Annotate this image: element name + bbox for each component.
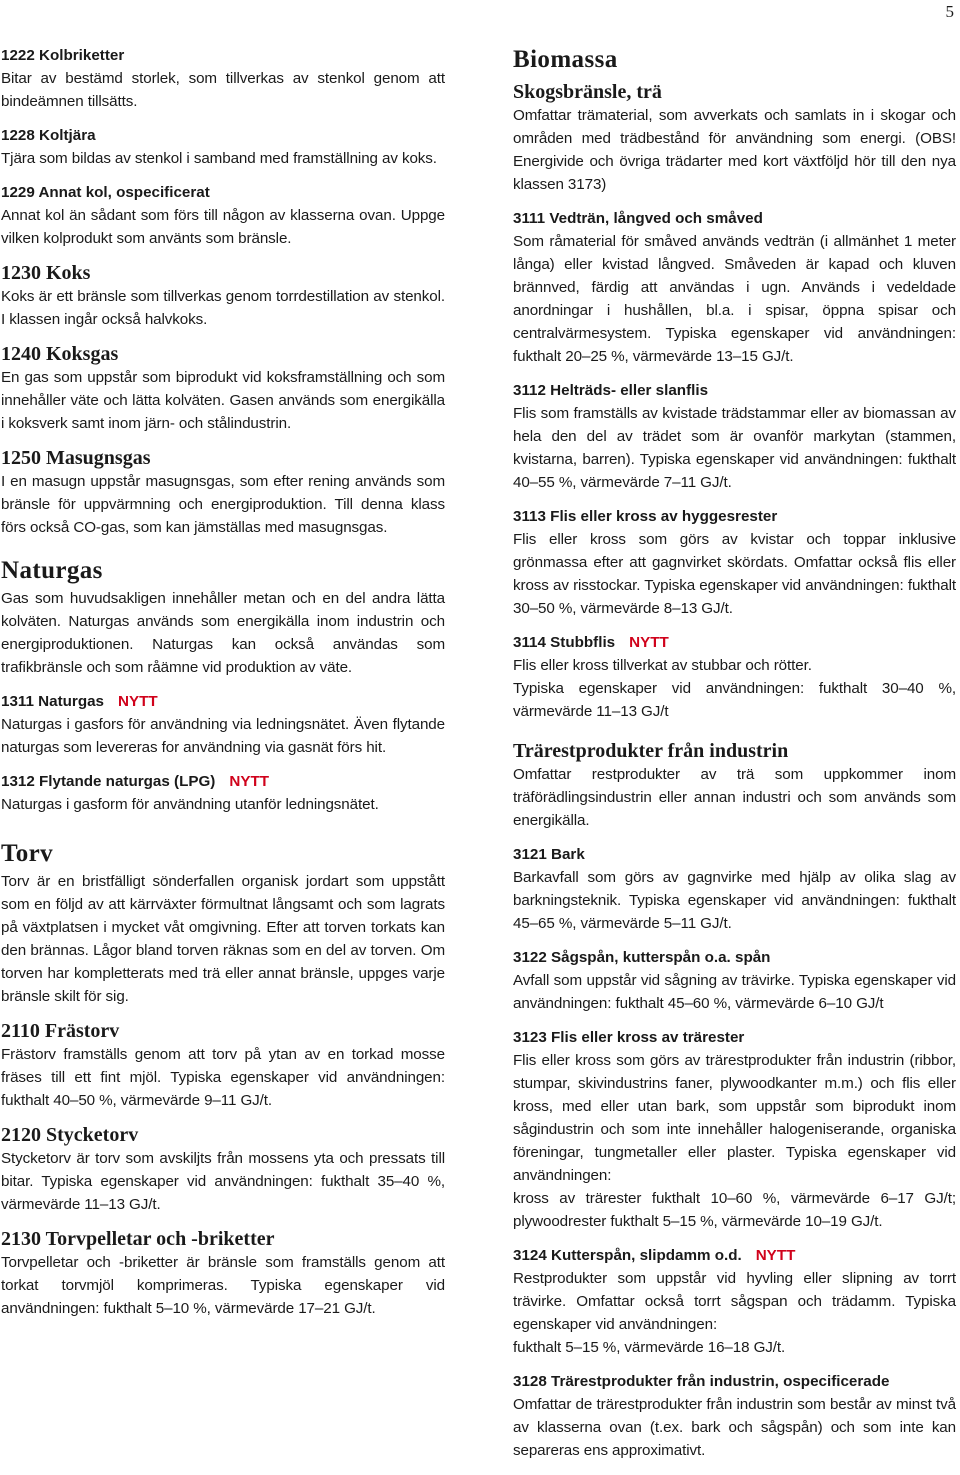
text-2110: Frästorv framställs genom att torv på ytan av en torkad mosse fräses till ett fint mjöl. Typiska egenskaper vid användningen: fukthalt 40–50 %, värmevärde 9–11 GJ/t. xyxy=(1,1046,445,1109)
heading-3124 xyxy=(513,1244,956,1267)
heading-1312-label: 1312 Flytande naturgas (LPG) xyxy=(1,773,216,790)
heading-3111: 3111 Vedträn, långved och småved xyxy=(513,210,763,227)
heading-1312 xyxy=(1,770,445,793)
left-column xyxy=(1,44,445,1320)
heading-3122: 3122 Sågspån, kutterspån o.a. spån xyxy=(513,949,771,966)
text-3122: Avfall som uppstår vid sågning av trävirke. Typiska egenskaper vid användningen: fukthalt 45–60 %, värmevärde 6–10 GJ/t xyxy=(513,972,956,1012)
text-2130: Torvpelletar och -briketter är bränsle som framställs genom att torkat torvmjöl komprimeras. Typiska egenskaper vid användningen: fukthalt 5–10 %, värmevärde 17–21 GJ/t. xyxy=(1,1254,445,1317)
text-3124-b: fukthalt 5–15 %, värmevärde 16–18 GJ/t. xyxy=(513,1339,786,1356)
nytt-badge: NYTT xyxy=(755,1247,796,1264)
text-1311: Naturgas i gasfors för användning via ledningsnätet. Även flytande naturgas som levereras for användning via gasnät förs hit. xyxy=(1,716,445,756)
text-1229: Annat kol än sådant som förs till någon av klasserna ovan. Uppge vilken kolprodukt som använts som bränsle. xyxy=(1,207,445,247)
text-torv: Torv är en bristfälligt sönderfallen organisk jordart som uppstått som en följd av att kärrväxter förmultnat långsamt och som lagrats på växtplatsen i mycket våt omgivning. Efter att torven torkats kan den brännas. Lågor bland torven räknas som en del av torven. Om torven har kompletterats med trä eller annat bränsle, uppges varje bränsle skilt för sig. xyxy=(1,873,445,1005)
text-3124-a: Restprodukter som uppstår vid hyvling eller slipning av torrt trävirke. Omfattar också torrt sågspan och trädamm. Typiska egenskaper vid användningen: xyxy=(513,1270,956,1333)
text-3123-a: Flis eller kross som görs av trärestprodukter från industrin (ribbor, stumpar, skivindustrins faner, plywoodkanter m.m.) och flis eller kross, med eller utan bark, som uppstår som biprodukt inom sågindustrin och som inte innehåller halogeniserande, organiska föreningar, tungmetaller eller plaster. Typiska egenskaper vid användningen: xyxy=(513,1052,956,1184)
text-3113: Flis eller kross som görs av kvistar och toppar inklusive grönmassa efter att gagnvirket skördats. Omfattar också flis eller kross av risstockar. Typiska egenskaper vid användningen: fukthalt 30–50 %, värmevärde 8–13 GJ/t. xyxy=(513,531,956,617)
heading-torv: Torv xyxy=(1,840,54,867)
heading-2120: 2120 Stycketorv xyxy=(1,1124,139,1146)
page-number: 5 xyxy=(945,2,954,21)
heading-3114-label: 3114 Stubbflis xyxy=(513,634,616,651)
text-3128: Omfattar de trärestprodukter från industrin som består av minst två av klasserna ovan (t.ex. bark och sågspån) och som inte kan separeras ens approximativt. xyxy=(513,1396,956,1459)
right-column xyxy=(513,44,956,1462)
nytt-badge: NYTT xyxy=(229,773,270,790)
text-trarestprodukter: Omfattar restprodukter av trä som uppkommer inom träförädlingsindustrin eller annan industri och som används som energikälla. xyxy=(513,766,956,829)
nytt-badge: NYTT xyxy=(118,693,158,710)
text-3114-a: Flis eller kross tillverkat av stubbar och rötter. xyxy=(513,657,812,674)
heading-skogsbransle: Skogsbränsle, trä xyxy=(513,81,662,103)
text-1240: En gas som uppstår som biprodukt vid koksframställning och som innehåller väte och lätta kolväten. Gasen används som energikälla i koksverk samt inom järn- och stålindustrin. xyxy=(1,369,445,432)
heading-1250: 1250 Masugnsgas xyxy=(1,447,151,469)
heading-1311-label: 1311 Naturgas xyxy=(1,693,104,710)
text-2120: Stycketorv är torv som avskiljts från mossens yta och pressats till bitar. Typiska egenskaper vid användningen: fukthalt 35–40 %, värmevärde 11–13 GJ/t. xyxy=(1,1150,445,1213)
heading-1222: 1222 Kolbriketter xyxy=(1,47,125,64)
heading-3113: 3113 Flis eller kross av hyggesrester xyxy=(513,508,778,525)
text-1228: Tjära som bildas av stenkol i samband med framställning av koks. xyxy=(1,150,437,167)
heading-1240: 1240 Koksgas xyxy=(1,343,119,365)
heading-2130: 2130 Torvpelletar och -briketter xyxy=(1,1228,275,1250)
heading-3128: 3128 Trärestprodukter från industrin, ospecificerade xyxy=(513,1373,890,1390)
text-1250: I en masugn uppstår masugnsgas, som efter rening används som bränsle för uppvärmning och energiproduktion. Till denna klass förs också CO-gas, som kan jämställas med masugnsgas. xyxy=(1,473,445,536)
text-naturgas: Gas som huvudsakligen innehåller metan och en del andra lätta kolväten. Naturgas används som energikälla inom industrin och energiproduktionen. Naturgas kan också användas som trafikbränsle och som råämne vid produktion av väte. xyxy=(1,590,445,676)
heading-1311 xyxy=(1,690,445,713)
nytt-badge: NYTT xyxy=(629,634,669,651)
heading-3123: 3123 Flis eller kross av trärester xyxy=(513,1029,745,1046)
heading-1230: 1230 Koks xyxy=(1,262,91,284)
heading-3114 xyxy=(513,631,956,654)
text-3112: Flis som framställs av kvistade trädstammar eller av biomassan av hela den del av trädet som är ovanför markytan (stammen, kvistarna, barren). Typiska egenskaper vid användningen: fukthalt 40–55 %, värmevärde 7–11 GJ/t. xyxy=(513,405,956,491)
text-skogsbransle: Omfattar trämaterial, som avverkats och samlats in i skogar och områden med trädbestånd för användning som energi. (OBS! Energivide och övriga trädarter med kort växtföljd hör till den nya klassen 3173) xyxy=(513,107,956,193)
text-3123-b: kross av trärester fukthalt 10–60 %, värmevärde 6–17 GJ/t; plywoodrester fukthalt 5–15 %, värmevärde 10–19 GJ/t. xyxy=(513,1190,956,1230)
heading-3121: 3121 Bark xyxy=(513,846,585,863)
heading-naturgas: Naturgas xyxy=(1,557,103,584)
heading-1229: 1229 Annat kol, ospecificerat xyxy=(1,184,210,201)
heading-biomassa: Biomassa xyxy=(513,46,618,73)
heading-trarestprodukter: Trärestprodukter från industrin xyxy=(513,740,789,762)
text-1312: Naturgas i gasform för användning utanför ledningsnätet. xyxy=(1,796,379,813)
heading-3124-label: 3124 Kutterspån, slipdamm o.d. xyxy=(513,1247,742,1264)
text-3121: Barkavfall som görs av gagnvirke med hjälp av olika slag av barkningsteknik. Typiska egenskaper vid användningen: fukthalt 45–65 %, värmevärde 5–11 GJ/t. xyxy=(513,869,956,932)
text-1222: Bitar av bestämd storlek, som tillverkas av stenkol genom att bindeämnen tillsätts. xyxy=(1,70,445,110)
text-3111: Som råmaterial för småved används vedträn (i allmänhet 1 meter långa) eller kvistad långved. Småveden är kapad och kluven brännved, färdig att användas i ugn. Används i vedeldade anordningar i hushållen, bl.a. i spisar, öppna spisar och centralvärmesystem. Typiska egenskaper vid användningen: fukthalt 20–25 %, värmevärde 13–15 GJ/t. xyxy=(513,233,956,365)
text-1230: Koks är ett bränsle som tillverkas genom torrdestillation av stenkol. I klassen ingår också halvkoks. xyxy=(1,288,445,328)
heading-2110: 2110 Frästorv xyxy=(1,1020,120,1042)
text-3114-b: Typiska egenskaper vid användningen: fukthalt 30–40 %, värmevärde 11–13 GJ/t xyxy=(513,680,956,720)
heading-3112: 3112 Helträds- eller slanflis xyxy=(513,382,709,399)
heading-1228: 1228 Koltjära xyxy=(1,127,96,144)
